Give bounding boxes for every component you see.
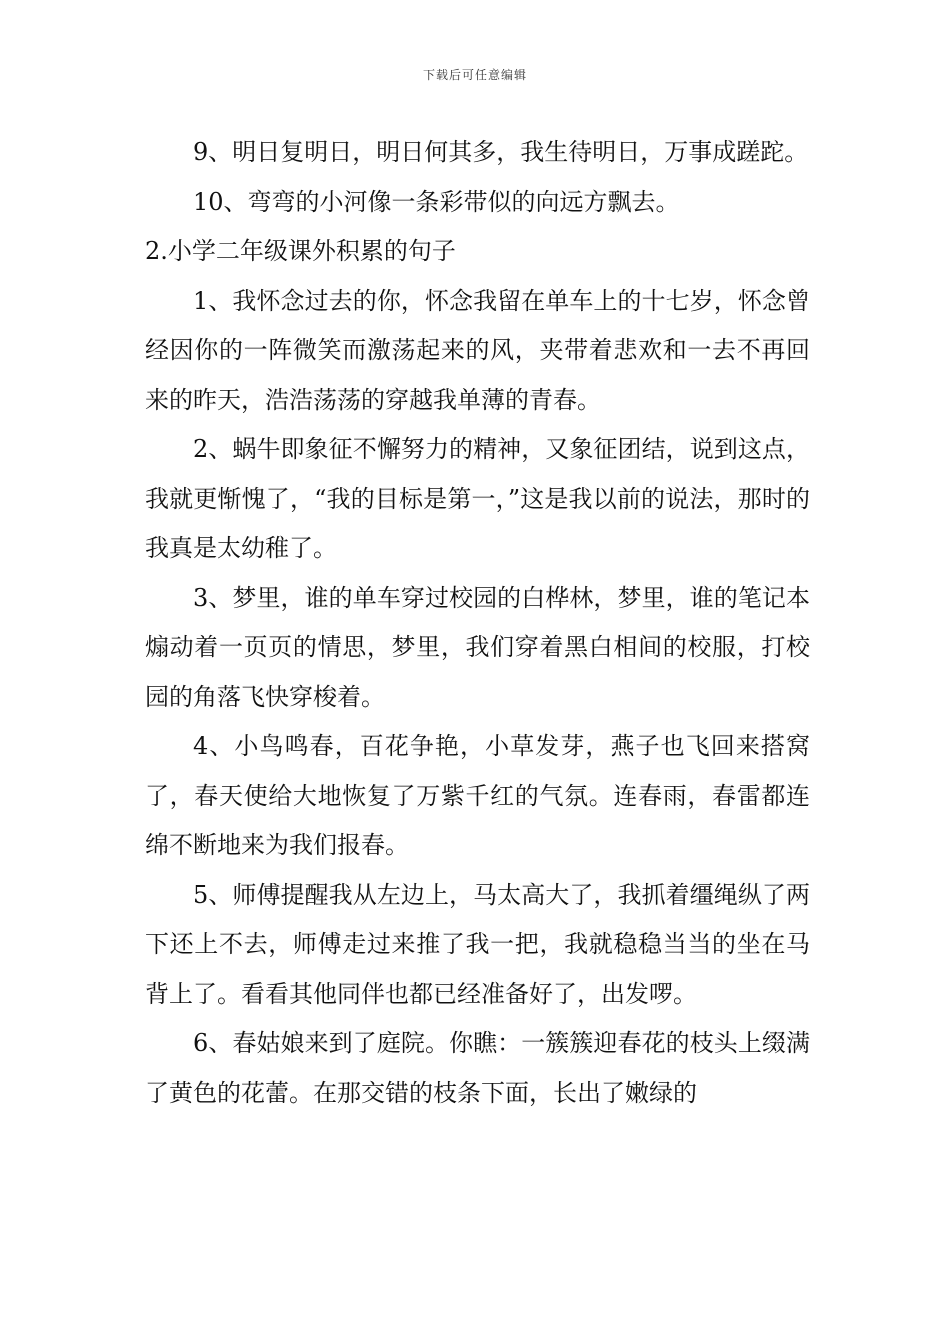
section-heading: 2.小学二年级课外积累的句子 — [145, 237, 456, 265]
paragraph-10: 10、弯弯的小河像一条彩带似的向远方飘去。 — [193, 187, 680, 216]
page-header-note: 下载后可任意编辑 — [422, 68, 527, 82]
document-body — [145, 128, 810, 1118]
paragraph-9: 9、明日复明日，明日何其多，我生待明日，万事成蹉跎。 — [193, 138, 809, 166]
sentence-2: 2、蜗牛即象征不懈努力的精神，又象征团结，说到这点，我就更惭愧了，“我的目标是第一，”这是我以前的说法，那时的我真是太幼稚了。 — [145, 435, 810, 562]
sentence-4: 4、小鸟鸣春，百花争艳，小草发芽，燕子也飞回来搭窝了，春天使给大地恢复了万紫千红的气氛。连春雨，春雷都连绵不断地来为我们报春。 — [145, 732, 810, 859]
sentence-1: 1、我怀念过去的你，怀念我留在单车上的十七岁，怀念曾经因你的一阵微笑而激荡起来的风，夹带着悲欢和一去不再回来的昨天，浩浩荡荡的穿越我单薄的青春。 — [145, 286, 810, 414]
sentence-5: 5、师傅提醒我从左边上，马太高大了，我抓着缰绳纵了两下还上不去，师傅走过来推了我一把，我就稳稳当当的坐在马背上了。看看其他同伴也都已经准备好了，出发啰。 — [145, 880, 810, 1008]
sentence-6: 6、春姑娘来到了庭院。你瞧：一簇簇迎春花的枝头上缀满了黄色的花蕾。在那交错的枝条下面，长出了嫩绿的 — [145, 1029, 810, 1107]
sentence-3: 3、梦里，谁的单车穿过校园的白桦林，梦里，谁的笔记本煽动着一页页的情思，梦里，我们穿着黑白相间的校服，打校园的角落飞快穿梭着。 — [145, 583, 810, 711]
